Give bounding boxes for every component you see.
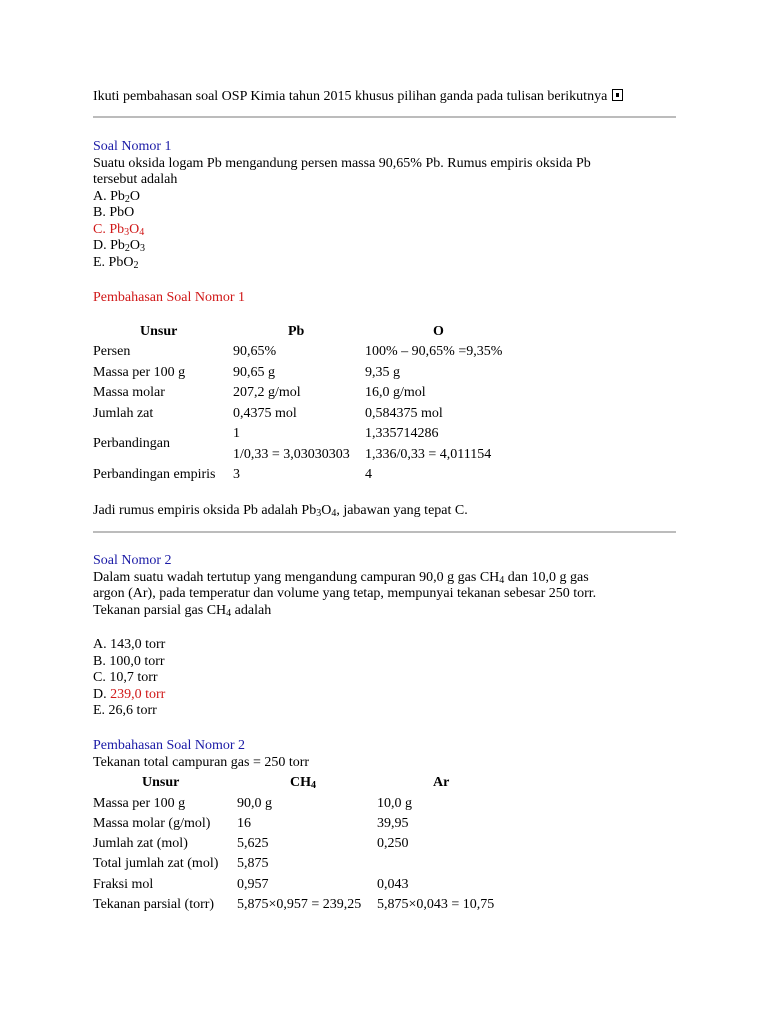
table1-row-label: Massa molar (93, 385, 165, 400)
option-b: B. 100,0 torr (93, 653, 165, 669)
table1-ratio-label: Perbandingan (93, 436, 170, 451)
bullet-square-icon (612, 89, 623, 101)
question-1-text-line2: tersebut adalah (93, 172, 178, 187)
table1-cell: 100% – 90,65% =9,35% (365, 344, 503, 359)
discussion-2-title: Pembahasan Soal Nomor 2 (93, 738, 246, 753)
table2-header-ch4: $CH_4$ (290, 775, 316, 791)
table1-row-label: Massa per 100 g (93, 365, 186, 380)
discussion-2-intro: Tekanan total campuran gas = 250 torr (93, 754, 310, 770)
table2-cell: 5,625 (237, 836, 269, 851)
table2-header-unsur: Unsur (142, 775, 180, 790)
option-c-correct: C. $Pb_3O_4$ (93, 221, 145, 238)
table1-header-o: O (433, 324, 444, 339)
option-e: E. 26,6 torr (93, 703, 157, 718)
question-1-title: Soal Nomor 1 (93, 139, 172, 154)
question-2 (93, 553, 596, 619)
option-a: A. 143,0 torr (93, 637, 166, 652)
table2-cell: 0,957 (237, 877, 269, 892)
table2-cell: 0,250 (377, 836, 409, 851)
table1-row-label: Perbandingan empiris (93, 467, 216, 482)
table2-cell: 10,0 g (377, 796, 412, 811)
table2-row-label: Massa molar (g/mol) (93, 816, 211, 831)
discussion-1-conclusion: Jadi rumus empiris oksida Pb adalah $Pb_3O_4$, jabawan yang tepat C. (93, 503, 468, 519)
table2-cell: 5,875×0,957 = 239,25 (237, 897, 362, 912)
intro-line (93, 89, 623, 106)
table2-row-label: Total jumlah zat (mol) (93, 856, 219, 871)
table1-cell: 1/0,33 = 3,03030303 (233, 447, 350, 462)
table1-header-pb: Pb (288, 324, 305, 339)
question-2-text-line3: Tekanan parsial gas $CH_4$ adalah (93, 602, 272, 619)
table2-cell: 0,043 (377, 877, 409, 892)
table1-cell: 1,336/0,33 = 4,011154 (365, 447, 492, 462)
table2-row-label: Fraksi mol (93, 877, 154, 892)
option-d-correct-value: 239,0 torr (110, 686, 166, 702)
table1-cell: 9,35 g (365, 365, 400, 380)
table2-cell: 5,875 (237, 856, 269, 871)
option-e: E. PbO$_2$ (93, 254, 139, 271)
question-2-text-line1: Dalam suatu wadah tertutup yang mengandung campuran 90,0 g gas $CH_4$ dan 10,0 g gas (93, 569, 589, 586)
table1-cell: 90,65% (233, 344, 277, 359)
question-2-title: Soal Nomor 2 (93, 553, 172, 568)
divider-1 (93, 116, 676, 118)
table1-row-label: Persen (93, 344, 131, 359)
option-a: A. $Pb_2O$ (93, 188, 141, 205)
question-1 (93, 139, 591, 271)
table1-header-unsur: Unsur (140, 324, 178, 339)
table1-cell: 0,584375 mol (365, 406, 443, 421)
table1-cell: 1,335714286 (365, 426, 439, 441)
table2-cell: 39,95 (377, 816, 409, 831)
option-c: C. 10,7 torr (93, 670, 158, 685)
table2-cell: 90,0 g (237, 796, 272, 811)
table2-row-label: Tekanan parsial (torr) (93, 897, 215, 912)
intro-text: Ikuti pembahasan soal OSP Kimia tahun 2015 khusus pilihan ganda pada tulisan berikutnya (93, 89, 608, 104)
table1-cell: 0,4375 mol (233, 406, 297, 421)
table2-row-label: Jumlah zat (mol) (93, 836, 188, 851)
table1-cell: 1 (233, 426, 240, 441)
discussion-1-title: Pembahasan Soal Nomor 1 (93, 290, 246, 305)
table1-cell: 90,65 g (233, 365, 275, 380)
table2-cell: 16 (237, 816, 251, 831)
option-d: D. 239,0 torr (93, 686, 166, 702)
discussion-2 (93, 738, 309, 771)
table2-cell: 5,875×0,043 = 10,75 (377, 897, 495, 912)
question-1-text-line1: Suatu oksida logam Pb mengandung persen massa 90,65% Pb. Rumus empiris oksida Pb (93, 155, 591, 171)
table1-cell: 207,2 g/mol (233, 385, 301, 400)
table2-header-ar: Ar (433, 775, 450, 790)
table1-cell: 3 (233, 467, 240, 482)
table1-row-label: Jumlah zat (93, 406, 154, 421)
table2-row-label: Massa per 100 g (93, 796, 186, 811)
option-b: B. PbO (93, 205, 135, 220)
table1-cell: 4 (365, 467, 372, 482)
divider-2 (93, 531, 676, 533)
table1-cell: 16,0 g/mol (365, 385, 426, 400)
question-2-text-line2: argon (Ar), pada temperatur dan volume yang tetap, mempunyai tekanan sebesar 250 torr. (93, 586, 597, 601)
question-2-options (93, 637, 165, 720)
option-d: D. $Pb_2O_3$ (93, 238, 146, 254)
